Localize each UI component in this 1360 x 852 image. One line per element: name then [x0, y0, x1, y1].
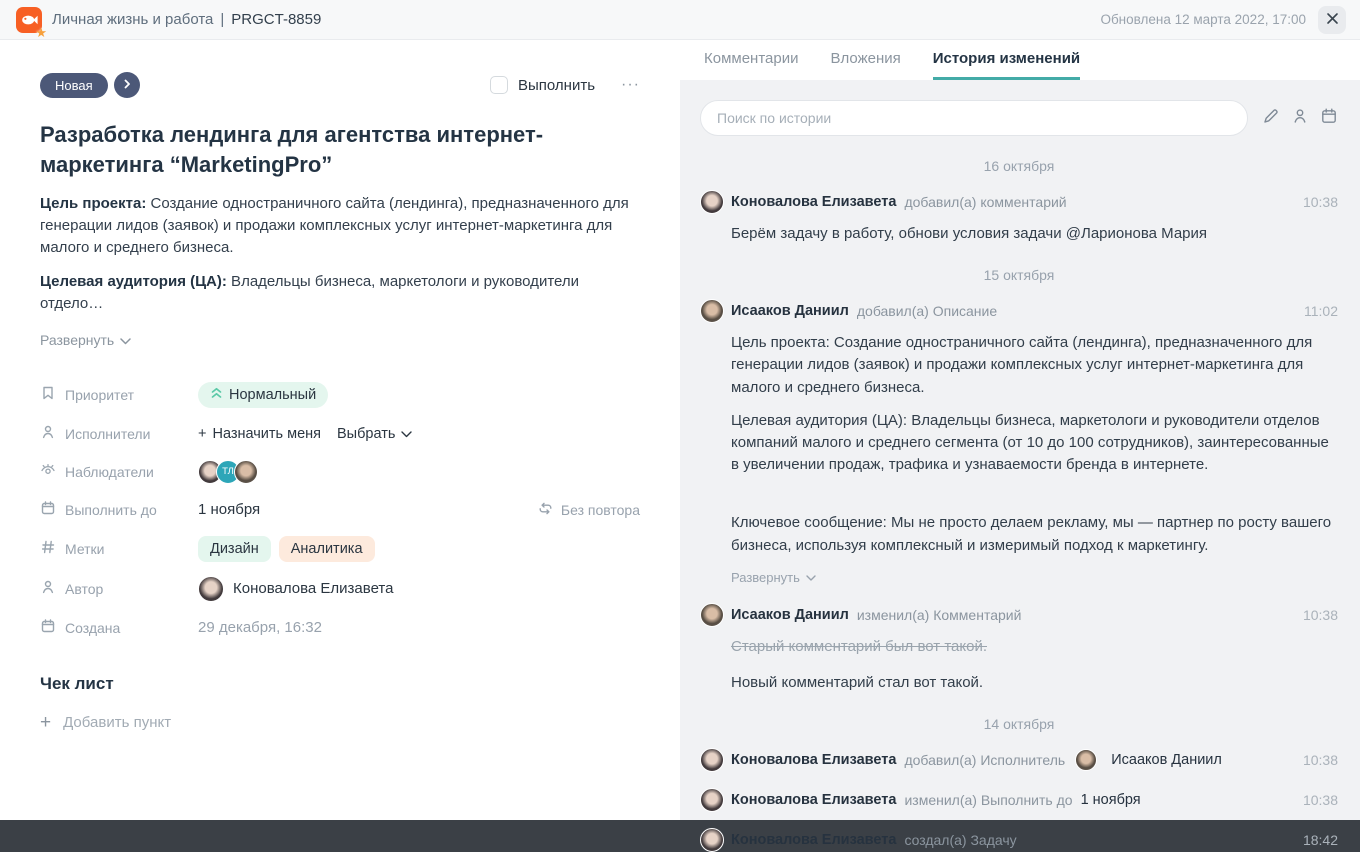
choose-assignee-button[interactable]: Выбрать — [337, 426, 412, 442]
entry-author: Коновалова Елизавета — [731, 752, 897, 769]
entry-author: Коновалова Елизавета — [731, 792, 897, 809]
field-tags: Метки Дизайн Аналитика — [40, 536, 640, 562]
topbar — [0, 0, 1360, 40]
title-separator: | — [220, 11, 225, 28]
chevron-right-icon — [121, 78, 133, 93]
date-separator: 16 октября — [983, 158, 1055, 174]
entry-time: 11:02 — [1304, 303, 1338, 320]
entry-action: создал(а) Задачу — [904, 832, 1017, 849]
priority-badge[interactable]: Нормальный — [198, 382, 328, 408]
field-due-date: Выполнить до 1 ноября Без повтора — [40, 498, 640, 522]
task-id: PRGCT-8859 — [231, 11, 322, 28]
description-paragraph: Целевая аудитория (ЦА): Владельцы бизнеса, маркетологи и руководители отдело… — [40, 272, 579, 312]
updated-timestamp: Обновлена 12 марта 2022, 17:00 — [1100, 12, 1306, 27]
tab-comments[interactable]: Комментарии — [704, 50, 799, 67]
checklist-title: Чек лист — [40, 673, 114, 693]
entry-avatar — [700, 190, 724, 214]
entry-time: 10:38 — [1302, 606, 1338, 623]
due-date-value[interactable]: 1 ноября — [198, 501, 261, 519]
entry-action: изменил(а) Выполнить до — [904, 792, 1073, 809]
person-icon[interactable] — [1291, 107, 1309, 130]
plus-icon: + — [198, 425, 207, 442]
tab-history[interactable]: История изменений — [933, 50, 1080, 80]
field-priority: Приоритет Нормальный — [40, 382, 640, 408]
entry-avatar — [700, 828, 724, 852]
task-detail-panel — [0, 40, 680, 820]
entry-comment-text: Берём задачу в работу, обнови условия задачи @Ларионова Мария — [731, 225, 1208, 242]
repeat-icon — [538, 501, 553, 519]
field-author: Автор Коновалова Елизавета — [40, 576, 640, 602]
entry-action: добавил(а) комментарий — [904, 194, 1067, 210]
entry-time: 10:38 — [1302, 752, 1338, 769]
person-icon — [40, 579, 56, 598]
activity-panel — [680, 40, 1360, 849]
repeat-button[interactable]: Без повтора — [538, 501, 640, 519]
target-name: Исааков Даниил — [1111, 752, 1222, 769]
entry-author: Коновалова Елизавета — [731, 194, 897, 210]
entry-action: добавил(а) Исполнитель — [904, 752, 1066, 769]
complete-checkbox[interactable] — [490, 76, 508, 94]
author-name: Коновалова Елизавета — [233, 580, 394, 598]
date-separator: 14 октября — [983, 716, 1055, 733]
entry-time: 10:38 — [1302, 792, 1338, 809]
calendar-icon[interactable] — [1320, 107, 1338, 130]
chevron-down-icon — [806, 570, 816, 585]
old-comment-text: Старый комментарий был вот такой. — [731, 637, 987, 655]
add-checklist-item-button[interactable]: + Добавить пункт — [40, 711, 172, 733]
entry-description-text: Цель проекта: Создание одностраничного сайта (лендинга), предназначенного для генерации лидов (заявок) и продажи комплексных услуг интернет-маркетинга для малого и среднего бизнеса. Целевая аудитория (ЦА): Владельцы бизнеса, маркетологи и руководители отделов компаний малого и среднего сегмента (от 10 до 100 сотрудников), заинтересованные в увеличении продаж, трафика и узнаваемости бренда в интернете. Ключевое сообщение: Мы не просто делаем рекламу, мы — партнер по росту вашего бизнеса, используя комплексный и измеримый подход к маркетингу. — [731, 334, 1332, 554]
calendar-icon — [40, 618, 56, 637]
complete-label: Выполнить — [517, 76, 596, 94]
checklist-section — [40, 674, 640, 733]
watchers-avatars[interactable] — [198, 460, 258, 484]
more-options-button[interactable] — [621, 76, 640, 93]
chevron-down-icon — [120, 332, 131, 348]
entry-avatar — [700, 788, 724, 812]
entry-avatar — [700, 299, 724, 323]
date-separator: 15 октября — [983, 267, 1055, 284]
status-advance-button[interactable] — [114, 72, 140, 98]
field-watchers: Наблюдатели ТЛ — [40, 460, 640, 484]
field-created: Создана 29 декабря, 16:32 — [40, 616, 640, 640]
tag-badge[interactable]: Аналитика — [279, 536, 375, 562]
chevron-down-icon — [401, 426, 412, 442]
tab-attachments[interactable]: Вложения — [830, 50, 901, 67]
entry-author: Коновалова Елизавета — [731, 832, 897, 849]
tag-badge[interactable]: Дизайн — [198, 536, 271, 562]
fish-icon — [21, 14, 38, 26]
new-comment-text: Новый комментарий стал вот такой. — [731, 673, 984, 691]
task-fields — [40, 382, 640, 640]
author-avatar — [198, 576, 224, 602]
ellipsis-icon: ··· — [621, 76, 640, 93]
close-icon — [1326, 12, 1339, 28]
watcher-avatar[interactable]: ТЛ — [216, 460, 240, 484]
history-entry — [700, 603, 1338, 694]
target-avatar — [1075, 749, 1097, 771]
status-badge[interactable]: Новая — [40, 73, 108, 98]
description-paragraph: Цель проекта: Создание одностраничного сайта (лендинга), предназначенного для генерации лидов (заявок) и продажи комплексных услуг интернет-маркетинга для малого и среднего бизнеса. — [40, 195, 629, 257]
history-entry — [700, 190, 1338, 245]
expand-history-button[interactable]: Развернуть — [731, 570, 816, 585]
history-search-input[interactable] — [700, 100, 1248, 136]
entry-author: Исааков Даниил — [731, 303, 849, 320]
entry-author: Исааков Даниил — [731, 606, 849, 623]
created-value: 29 декабря, 16:32 — [198, 619, 322, 637]
entry-avatar — [700, 603, 724, 627]
assign-me-button[interactable]: + Назначить меня — [198, 425, 322, 442]
plus-icon: + — [40, 711, 52, 733]
entry-action: добавил(а) Описание — [856, 303, 998, 320]
entry-avatar — [700, 748, 724, 772]
history-entry — [700, 748, 1338, 772]
calendar-icon — [40, 500, 56, 519]
changed-value: 1 ноября — [1080, 792, 1141, 809]
expand-description-button[interactable]: Развернуть — [40, 332, 131, 348]
close-button[interactable] — [1318, 6, 1346, 34]
pencil-icon[interactable] — [1262, 107, 1280, 130]
bookmark-icon — [40, 385, 56, 404]
complete-toggle[interactable] — [490, 76, 595, 94]
star-icon: ★ — [35, 24, 47, 40]
activity-tabs — [680, 40, 1360, 80]
workspace-logo — [16, 7, 47, 40]
history-feed[interactable] — [680, 80, 1360, 849]
history-entry — [700, 788, 1338, 812]
double-chevron-up-icon — [210, 387, 223, 403]
person-icon — [40, 424, 56, 443]
history-entry — [700, 828, 1338, 852]
field-assignees: Исполнители + Назначить меня Выбрать — [40, 422, 640, 446]
entry-time: 10:38 — [1302, 194, 1338, 210]
task-title[interactable]: Разработка лендинга для агентства интернет-маркетинга “MarketingPro” — [40, 122, 544, 177]
history-entry — [700, 299, 1338, 587]
watcher-avatar[interactable] — [234, 460, 258, 484]
workspace-title: Личная жизнь и работа — [52, 11, 214, 28]
eye-icon — [40, 462, 56, 481]
hash-icon — [40, 539, 56, 558]
entry-action: изменил(а) Комментарий — [856, 606, 1022, 623]
task-description[interactable] — [40, 193, 640, 314]
entry-time: 18:42 — [1302, 832, 1338, 849]
